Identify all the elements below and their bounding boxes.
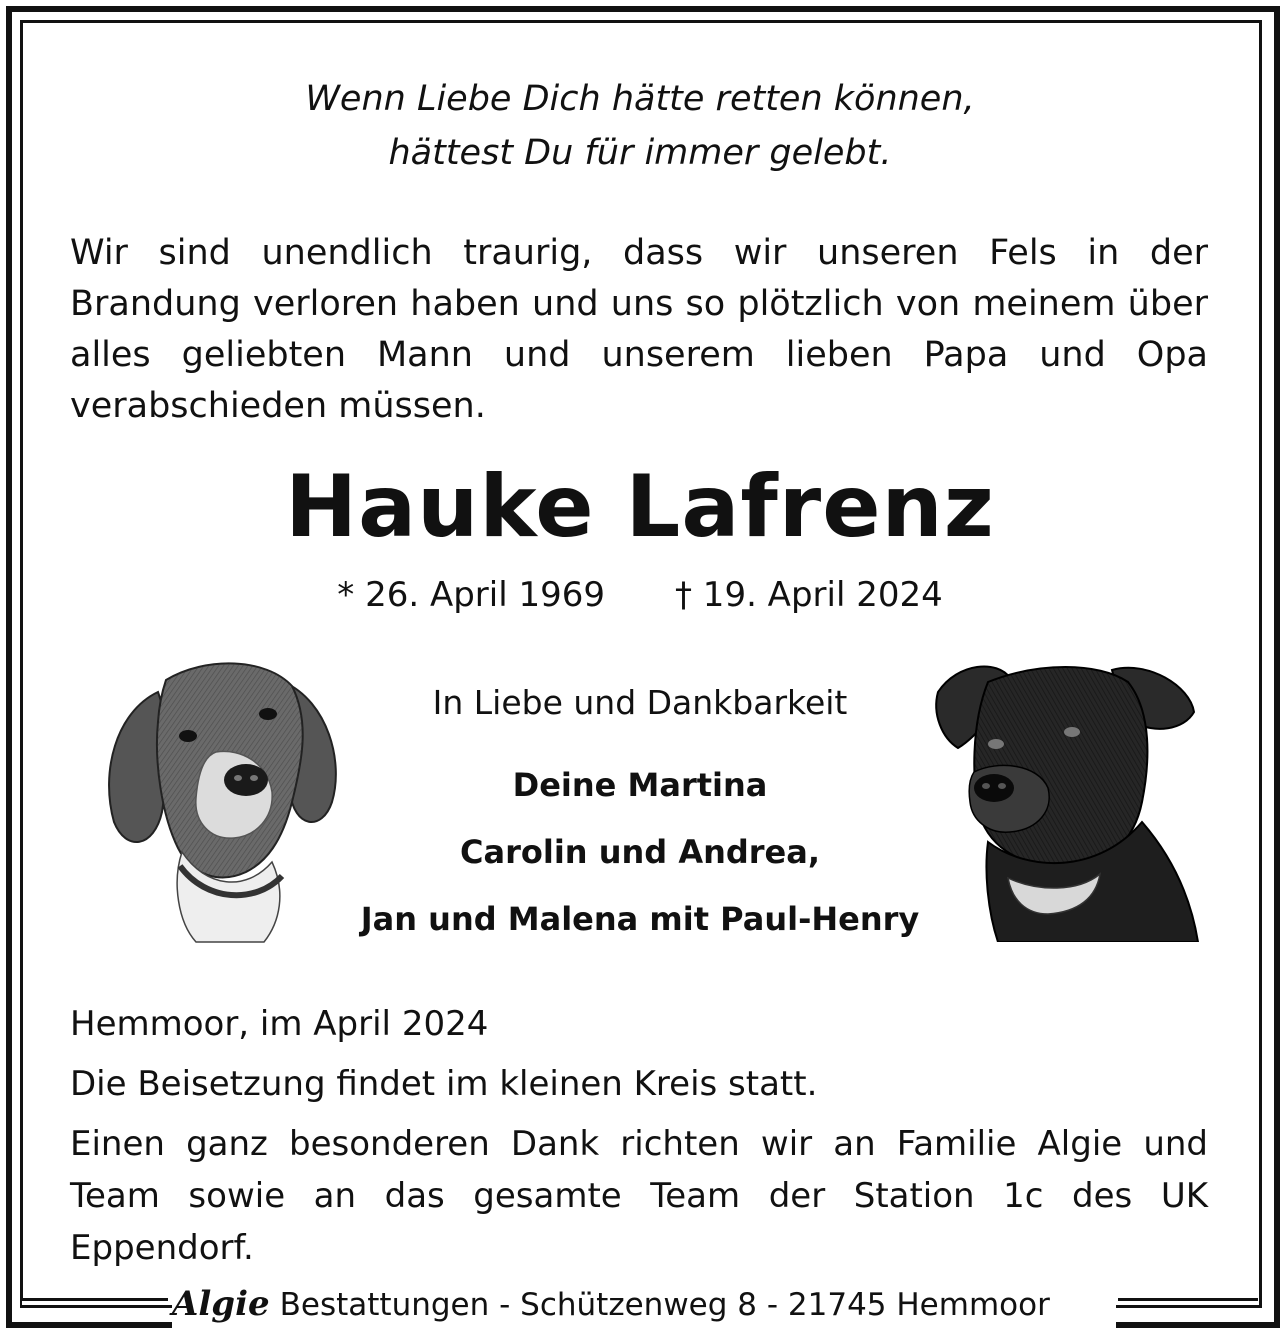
- death-date: † 19. April 2024: [675, 575, 943, 615]
- dog-portrait-right-image: [928, 652, 1204, 942]
- motto-line-1: Wenn Liebe Dich hätte retten können,: [305, 79, 975, 119]
- motto: [0, 72, 1280, 180]
- birth-date: * 26. April 1969: [337, 575, 605, 615]
- closing-section: [70, 998, 1208, 1274]
- funeral-home-logo: Algie: [172, 1284, 270, 1324]
- funeral-home-footer: [0, 1280, 1280, 1328]
- burial-note: Die Beisetzung findet im kleinen Kreis statt.: [70, 1064, 818, 1104]
- motto-line-2: hättest Du für immer gelebt.: [388, 133, 892, 173]
- footer-rule-right: [1118, 1298, 1258, 1308]
- funeral-home-address: Bestattungen - Schützenweg 8 - 21745 Hemmoor: [279, 1287, 1050, 1323]
- intro-text: Wir sind unendlich traurig, dass wir unseren Fels in der Brandung verloren haben und uns so plötzlich von meinem über alles geliebten Mann und unserem lieben Papa und Opa verabschieden müssen.: [70, 233, 1208, 426]
- thanks-text: Einen ganz besonderen Dank richten wir an Familie Algie und Team sowie an das gesamte Team der Station 1c des UK Eppendorf.: [70, 1124, 1208, 1268]
- mourner-line: Jan und Malena mit Paul-Henry: [360, 900, 920, 938]
- place-date: Hemmoor, im April 2024: [70, 1004, 489, 1044]
- thanks-intro: In Liebe und Dankbarkeit: [432, 683, 848, 722]
- deceased-name: Hauke Lafrenz: [285, 457, 995, 557]
- life-dates: [0, 570, 1280, 620]
- footer-text: [172, 1280, 1116, 1328]
- mourner-line: Deine Martina: [512, 766, 768, 804]
- footer-rule-left: [22, 1298, 168, 1308]
- mourner-line: Carolin und Andrea,: [460, 833, 820, 871]
